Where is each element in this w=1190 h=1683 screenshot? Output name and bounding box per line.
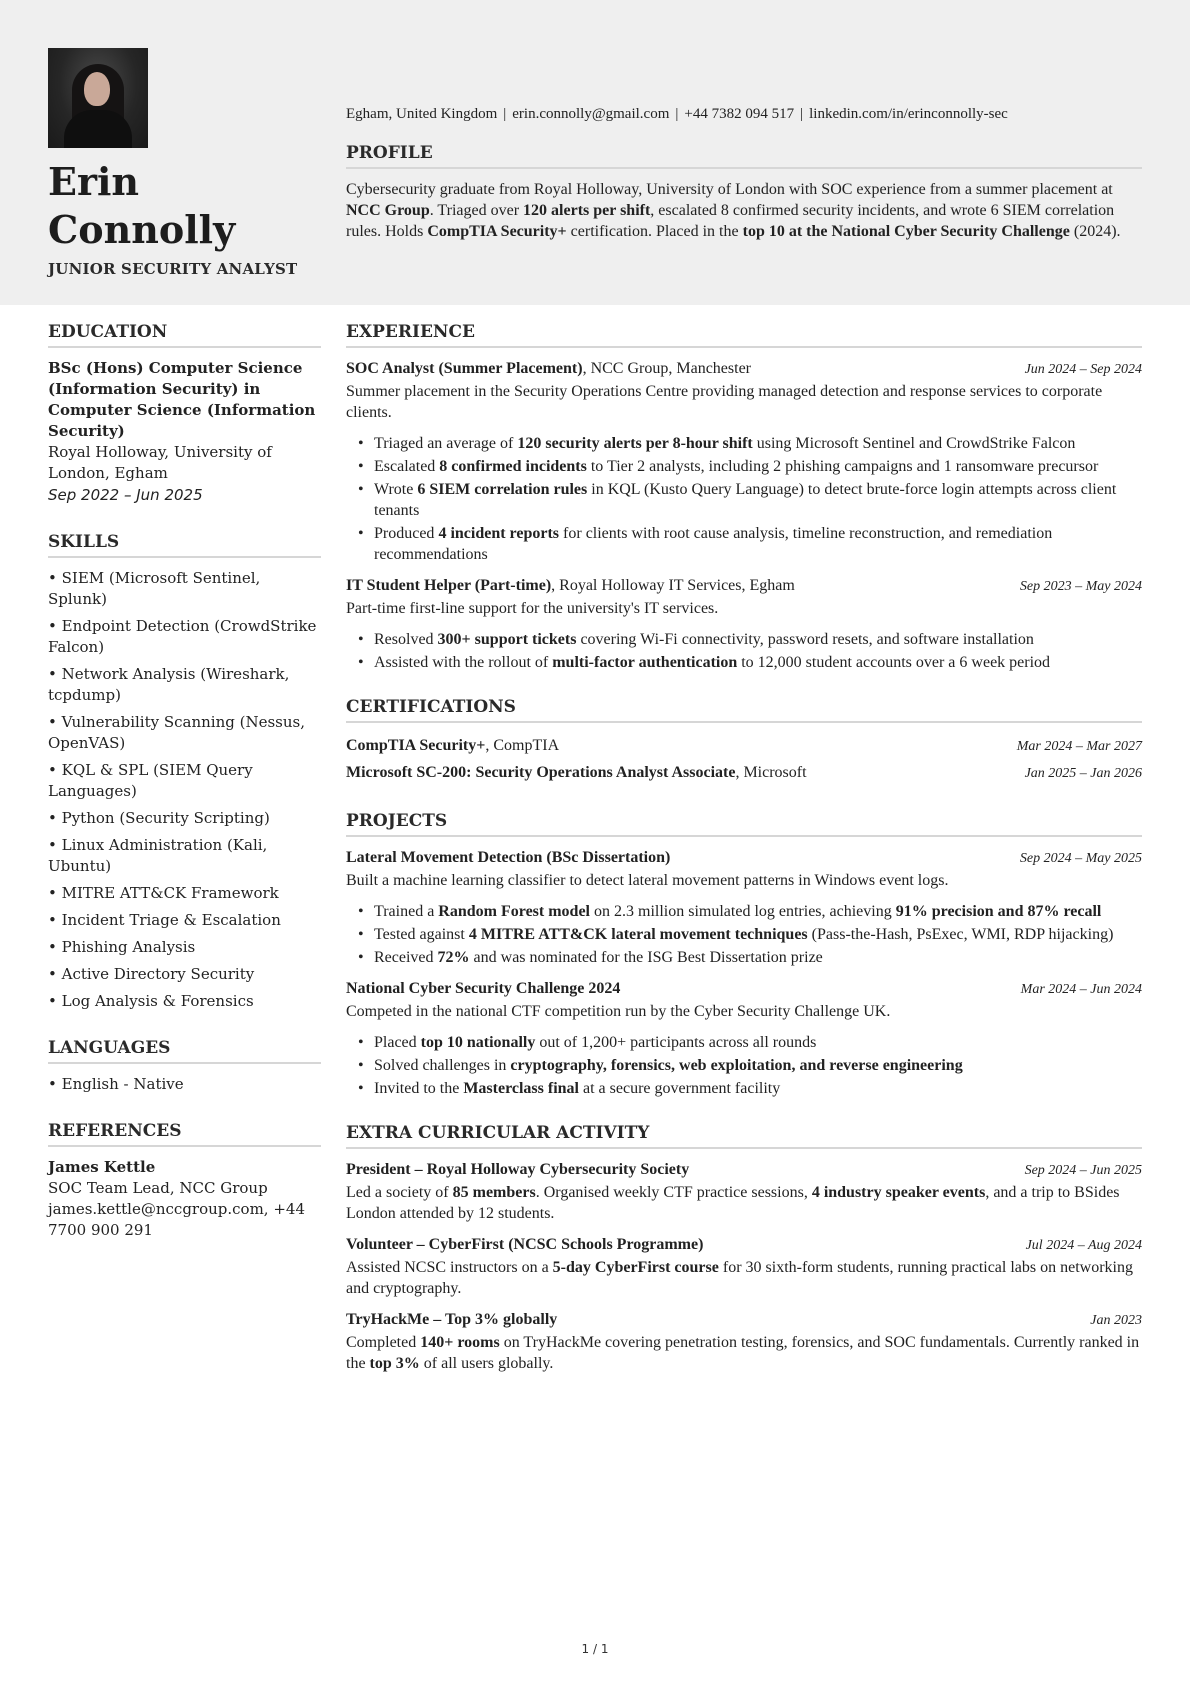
text-run: to Tier 2 analysts, including 2 phishing campaigns and 1 ransomware precursor	[586, 458, 1099, 475]
skill-item: • MITRE ATT&CK Framework	[48, 884, 279, 902]
bullet-item	[374, 479, 1142, 521]
entry-dates: Sep 2023 – May 2024	[1019, 579, 1142, 594]
entry-header	[346, 358, 1142, 381]
entry-header	[346, 575, 1142, 598]
bullet-item	[374, 456, 1142, 477]
languages-list	[48, 1074, 321, 1095]
emphasis-text: NCC Group	[346, 202, 430, 219]
skill-item: • Log Analysis & Forensics	[48, 992, 254, 1010]
emphasis-text: 120 security alerts per 8-hour shift	[517, 435, 753, 452]
section-heading-education: EDUCATION	[48, 322, 321, 348]
text-run: and was nominated for the ISG Best Dissertation prize	[469, 949, 823, 966]
skill-item: • Vulnerability Scanning (Nessus, OpenVAS)	[48, 713, 306, 752]
text-run: out of 1,200+ participants across all rounds	[535, 1034, 817, 1051]
right-column	[346, 322, 1142, 1398]
section-heading-profile: PROFILE	[346, 143, 1142, 169]
text-run: Cybersecurity graduate from Royal Holloway, University of London with SOC experience from a summer placement at	[346, 181, 1113, 198]
entry-dates: Mar 2024 – Jun 2024	[1020, 982, 1142, 997]
certification-item	[346, 733, 1142, 760]
text-run: Completed	[346, 1334, 421, 1351]
left-column	[48, 322, 321, 1267]
separator: |	[675, 106, 679, 122]
certification-item	[346, 760, 1142, 787]
entry-dates: Jul 2024 – Aug 2024	[1025, 1238, 1142, 1253]
reference-role: SOC Team Lead, NCC Group	[48, 1179, 268, 1197]
bullet-item	[374, 947, 1142, 968]
text-run: Led a society of	[346, 1184, 453, 1201]
text-run: . Triaged over	[429, 202, 524, 219]
entry-description: Part-time first-line support for the university's IT services.	[346, 600, 719, 617]
entry-title: Volunteer – CyberFirst (NCSC Schools Programme)	[346, 1236, 704, 1253]
entry-item	[346, 575, 1142, 673]
entry-bullets	[346, 901, 1142, 968]
text-run: Produced	[374, 525, 439, 542]
text-run: on TryHackMe covering penetration testing, forensics, and SOC fundamentals. Currently ranked in the	[346, 1334, 1140, 1372]
education-dates: Sep 2022 – Jun 2025	[48, 486, 203, 504]
emphasis-text: CompTIA Security+	[427, 223, 567, 240]
bullet-item	[374, 433, 1142, 454]
bullet-item	[374, 924, 1142, 945]
separator: |	[800, 106, 804, 122]
languages-section	[48, 1038, 321, 1095]
education-degree: BSc (Hons) Computer Science (Information Security) in Computer Science (Information Security)	[48, 359, 316, 440]
profile-photo	[48, 48, 148, 148]
skill-item: • KQL & SPL (SIEM Query Languages)	[48, 761, 253, 800]
entry-dates: Jun 2024 – Sep 2024	[1024, 362, 1142, 377]
emphasis-text: top 10 at the National Cyber Security Challenge	[742, 223, 1070, 240]
emphasis-text: top 3%	[369, 1355, 420, 1372]
contact-linkedin[interactable]: linkedin.com/in/erinconnolly-sec	[809, 106, 1008, 122]
entry-dates: Jan 2023	[1090, 1313, 1142, 1328]
entry-item	[346, 358, 1142, 565]
entry-description: Summer placement in the Security Operations Centre providing managed detection and response services to corporate clients.	[346, 383, 1103, 421]
entry-description	[346, 1182, 1142, 1224]
extracurricular-entries	[346, 1159, 1142, 1374]
text-run: Placed	[374, 1034, 421, 1051]
entry-header	[346, 847, 1142, 870]
text-run: Wrote	[374, 481, 418, 498]
contact-phone[interactable]: +44 7382 094 517	[684, 106, 795, 122]
emphasis-text: 4 industry speaker events	[811, 1184, 986, 1201]
text-run: , and a trip to BSides London attended by 12 students.	[346, 1184, 1120, 1222]
first-name: Erin	[48, 159, 140, 204]
entry-description: Competed in the national CTF competition run by the Cyber Security Challenge UK.	[346, 1003, 891, 1020]
entry-bullets	[346, 1032, 1142, 1099]
certifications-list	[346, 733, 1142, 787]
text-run: of all users globally.	[419, 1355, 554, 1372]
emphasis-text: 4 incident reports	[438, 525, 560, 542]
bullet-item	[374, 1078, 1142, 1099]
text-run: Assisted NCSC instructors on a	[346, 1259, 553, 1276]
project-entries	[346, 847, 1142, 1099]
skill-item: • Network Analysis (Wireshark, tcpdump)	[48, 665, 290, 704]
skill-item: • Incident Triage & Escalation	[48, 911, 281, 929]
experience-section	[346, 322, 1142, 673]
entry-item	[346, 978, 1142, 1099]
bullet-item	[374, 652, 1142, 673]
text-run: (2024).	[1069, 223, 1121, 240]
text-run: Assisted with the rollout of	[374, 654, 553, 671]
text-run: using Microsoft Sentinel and CrowdStrike Falcon	[752, 435, 1076, 452]
entry-item	[346, 1159, 1142, 1224]
emphasis-text: 91% precision and 87% recall	[895, 903, 1102, 920]
text-run: in KQL (Kusto Query Language) to detect brute-force login attempts across client tenants	[374, 481, 1117, 519]
reference-contact: james.kettle@nccgroup.com, +44 7700 900 291	[48, 1200, 305, 1239]
bullet-item	[374, 629, 1142, 650]
text-run: to 12,000 student accounts over a 6 week period	[737, 654, 1051, 671]
emphasis-text: 4 MITRE ATT&CK lateral movement techniques	[468, 926, 808, 943]
text-run: on 2.3 million simulated log entries, achieving	[590, 903, 896, 920]
experience-entries	[346, 358, 1142, 673]
emphasis-text: 8 confirmed incidents	[439, 458, 587, 475]
entry-description: Built a machine learning classifier to detect lateral movement patterns in Windows event logs.	[346, 872, 949, 889]
skill-item: • Phishing Analysis	[48, 938, 196, 956]
emphasis-text: 140+ rooms	[420, 1334, 500, 1351]
contact-location: Egham, United Kingdom	[346, 106, 498, 122]
text-run: Tested against	[374, 926, 469, 943]
page-indicator: 1 / 1	[581, 1642, 609, 1656]
education-section	[48, 322, 321, 506]
entry-header	[346, 978, 1142, 1001]
text-run: for clients with root cause analysis, timeline reconstruction, and remediation recommendations	[374, 525, 1053, 563]
projects-section	[346, 811, 1142, 1099]
certification-dates: Jan 2025 – Jan 2026	[1024, 766, 1142, 781]
certification-dates: Mar 2024 – Mar 2027	[1016, 739, 1142, 754]
photo-body-shape	[64, 110, 132, 148]
last-name: Connolly	[48, 207, 236, 252]
entry-header	[346, 1309, 1142, 1332]
skill-item: • Active Directory Security	[48, 965, 255, 983]
skill-item: • Python (Security Scripting)	[48, 809, 270, 827]
entry-title: SOC Analyst (Summer Placement), NCC Group, Manchester	[346, 360, 751, 377]
section-heading-experience: EXPERIENCE	[346, 322, 1142, 348]
emphasis-text: cryptography, forensics, web exploitation, and reverse engineering	[510, 1057, 963, 1074]
separator: |	[503, 106, 507, 122]
section-heading-certifications: CERTIFICATIONS	[346, 697, 1142, 723]
bullet-item	[374, 1055, 1142, 1076]
entry-dates: Sep 2024 – Jun 2025	[1024, 1163, 1142, 1178]
section-heading-skills: SKILLS	[48, 532, 321, 558]
emphasis-text: top 10 nationally	[420, 1034, 536, 1051]
section-heading-languages: LANGUAGES	[48, 1038, 321, 1064]
profile-summary	[346, 179, 1142, 242]
reference-name: James Kettle	[48, 1158, 156, 1176]
skills-list	[48, 568, 321, 1012]
certification-name: CompTIA Security+, CompTIA	[346, 737, 560, 754]
entry-header	[346, 1159, 1142, 1182]
certification-name: Microsoft SC-200: Security Operations Analyst Associate, Microsoft	[346, 764, 807, 781]
text-run: Escalated	[374, 458, 440, 475]
text-run: Solved challenges in	[374, 1057, 511, 1074]
education-institution: Royal Holloway, University of London, Egham	[48, 443, 272, 482]
section-heading-extracurricular: EXTRA CURRICULAR ACTIVITY	[346, 1123, 1142, 1149]
entry-bullets	[346, 433, 1142, 565]
entry-item	[346, 847, 1142, 968]
bullet-item	[374, 1032, 1142, 1053]
entry-description	[346, 1332, 1142, 1374]
candidate-name	[48, 158, 328, 254]
emphasis-text: 85 members	[452, 1184, 536, 1201]
skills-section	[48, 532, 321, 1012]
bullet-item	[374, 523, 1142, 565]
emphasis-text: multi-factor authentication	[552, 654, 738, 671]
entry-title: TryHackMe – Top 3% globally	[346, 1311, 558, 1328]
text-run: Resolved	[374, 631, 438, 648]
entry-dates: Sep 2024 – May 2025	[1019, 851, 1142, 866]
entry-item	[346, 1234, 1142, 1299]
profile-section	[346, 143, 1142, 242]
entry-title: Lateral Movement Detection (BSc Dissertation)	[346, 849, 671, 866]
emphasis-text: 6 SIEM correlation rules	[417, 481, 588, 498]
contact-line	[346, 106, 1008, 123]
text-run: Received	[374, 949, 438, 966]
entry-item	[346, 1309, 1142, 1374]
text-run: Trained a	[374, 903, 439, 920]
emphasis-text: 120 alerts per shift	[523, 202, 651, 219]
skill-item: • Endpoint Detection (CrowdStrike Falcon)	[48, 617, 317, 656]
text-run: at a secure government facility	[579, 1080, 781, 1097]
job-title: JUNIOR SECURITY ANALYST	[48, 260, 298, 278]
emphasis-text: 5-day CyberFirst course	[552, 1259, 719, 1276]
emphasis-text: Masterclass final	[463, 1080, 579, 1097]
contact-email[interactable]: erin.connolly@gmail.com	[512, 106, 670, 122]
emphasis-text: 300+ support tickets	[437, 631, 577, 648]
section-heading-projects: PROJECTS	[346, 811, 1142, 837]
entry-header	[346, 1234, 1142, 1257]
skill-item: • Linux Administration (Kali, Ubuntu)	[48, 836, 268, 875]
section-heading-references: REFERENCES	[48, 1121, 321, 1147]
entry-description	[346, 1257, 1142, 1299]
skill-item: • SIEM (Microsoft Sentinel, Splunk)	[48, 569, 261, 608]
text-run: covering Wi-Fi connectivity, password resets, and software installation	[576, 631, 1034, 648]
entry-title: President – Royal Holloway Cybersecurity Society	[346, 1161, 690, 1178]
emphasis-text: Random Forest model	[438, 903, 590, 920]
text-run: , escalated 8 confirmed security incidents, and wrote 6 SIEM correlation rules. Holds	[346, 202, 1115, 240]
text-run: Invited to the	[374, 1080, 464, 1097]
text-run: for 30 sixth-form students, running practical labs on networking and cryptography.	[346, 1259, 1133, 1297]
references-section	[48, 1121, 321, 1241]
extracurricular-section	[346, 1123, 1142, 1374]
entry-title: IT Student Helper (Part-time), Royal Holloway IT Services, Egham	[346, 577, 795, 594]
text-run: Triaged an average of	[374, 435, 518, 452]
bullet-item	[374, 901, 1142, 922]
text-run: (Pass-the-Hash, PsExec, WMI, RDP hijacking)	[807, 926, 1114, 943]
text-run: certification. Placed in the	[566, 223, 743, 240]
photo-face-shape	[84, 72, 110, 106]
emphasis-text: 72%	[437, 949, 470, 966]
entry-title: National Cyber Security Challenge 2024	[346, 980, 621, 997]
text-run: . Organised weekly CTF practice sessions,	[535, 1184, 812, 1201]
entry-bullets	[346, 629, 1142, 673]
certifications-section	[346, 697, 1142, 787]
language-item: • English - Native	[48, 1075, 184, 1093]
